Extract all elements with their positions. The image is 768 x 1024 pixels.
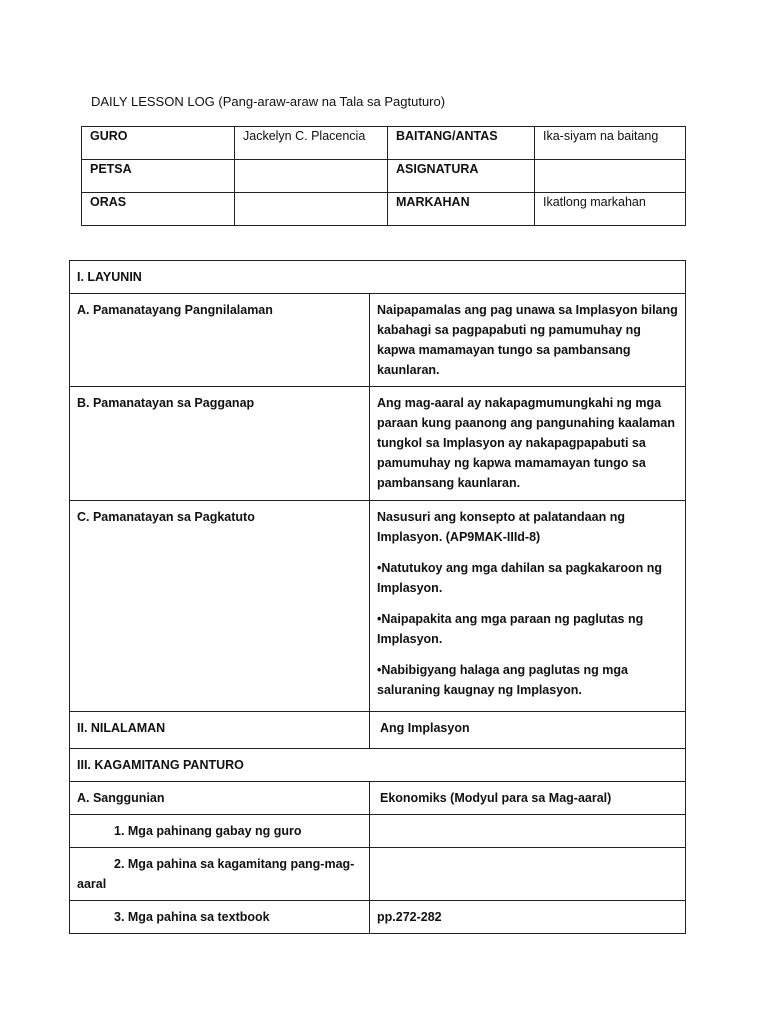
asignatura-label: ASIGNATURA bbox=[388, 160, 535, 193]
sanggunian-label: A. Sanggunian bbox=[70, 782, 370, 815]
nilalaman-label: II. NILALAMAN bbox=[70, 712, 370, 749]
table-row bbox=[70, 901, 686, 934]
petsa-label: PETSA bbox=[82, 160, 235, 193]
table-row bbox=[70, 815, 686, 848]
markahan-label: MARKAHAN bbox=[388, 193, 535, 226]
pamantayan-pagganap-value: Ang mag-aaral ay nakapagmumungkahi ng mga paraan kung paanong ang pangunahing kaalaman tungkol sa Implasyon ay nakapagpapabuti sa pamumuhay ng kapwa mamamayan tungo sa pambansang kaunlaran. bbox=[370, 387, 686, 501]
layunin-heading: I. LAYUNIN bbox=[70, 261, 686, 294]
pamantayang-pangnilalaman-label: A. Pamanatayang Pangnilalaman bbox=[70, 294, 370, 387]
oras-value bbox=[235, 193, 388, 226]
lesson-plan-table bbox=[69, 260, 686, 934]
table-row bbox=[70, 848, 686, 901]
gabay-guro-label: 1. Mga pahinang gabay ng guro bbox=[70, 815, 370, 848]
nilalaman-value: Ang Implasyon bbox=[370, 712, 686, 749]
table-row bbox=[82, 160, 686, 193]
table-row bbox=[70, 261, 686, 294]
table-row bbox=[70, 749, 686, 782]
table-row bbox=[70, 294, 686, 387]
document-title: DAILY LESSON LOG (Pang-araw-araw na Tala sa Pagtuturo) bbox=[91, 94, 446, 109]
list-item: •Natutukoy ang mga dahilan sa pagkakaroon ng Implasyon. bbox=[377, 561, 662, 595]
table-row bbox=[82, 193, 686, 226]
table-row bbox=[70, 782, 686, 815]
kagamitang-mag-aaral-value bbox=[370, 848, 686, 901]
table-row bbox=[70, 501, 686, 712]
gabay-guro-value bbox=[370, 815, 686, 848]
guro-label: GURO bbox=[82, 127, 235, 160]
kagamitang-mag-aaral-label: 2. Mga pahina sa kagamitang pang-mag-aaral bbox=[70, 848, 370, 901]
list-item: •Nabibigyang halaga ang paglutas ng mga saluraning kaugnay ng Implasyon. bbox=[377, 663, 628, 697]
textbook-label: 3. Mga pahina sa textbook bbox=[70, 901, 370, 934]
baitang-label: BAITANG/ANTAS bbox=[388, 127, 535, 160]
pamantayan-pagganap-label: B. Pamanatayan sa Pagganap bbox=[70, 387, 370, 501]
pamantayang-pangnilalaman-value: Naipapamalas ang pag unawa sa Implasyon bilang kabahagi sa pagpapabuti ng pamumuhay ng kapwa mamamayan tungo sa pambansang kaunlaran. bbox=[370, 294, 686, 387]
petsa-value bbox=[235, 160, 388, 193]
sanggunian-value: Ekonomiks (Modyul para sa Mag-aaral) bbox=[370, 782, 686, 815]
asignatura-value bbox=[535, 160, 686, 193]
list-item: •Naipapakita ang mga paraan ng paglutas ng Implasyon. bbox=[377, 612, 644, 646]
table-row bbox=[70, 387, 686, 501]
header-info-table bbox=[81, 126, 686, 226]
textbook-value: pp.272-282 bbox=[370, 901, 686, 934]
pamantayan-pagkatuto-label: C. Pamanatayan sa Pagkatuto bbox=[70, 501, 370, 712]
oras-label: ORAS bbox=[82, 193, 235, 226]
pamantayan-pagkatuto-value: Nasusuri ang konsepto at palatandaan ng Implasyon. (AP9MAK-IIId-8) bbox=[377, 510, 625, 544]
kagamitan-heading: III. KAGAMITANG PANTURO bbox=[70, 749, 686, 782]
pamantayan-pagkatuto-cell bbox=[370, 501, 686, 712]
baitang-value: Ika-siyam na baitang bbox=[535, 127, 686, 160]
markahan-value: Ikatlong markahan bbox=[535, 193, 686, 226]
table-row bbox=[82, 127, 686, 160]
table-row bbox=[70, 712, 686, 749]
guro-value: Jackelyn C. Placencia bbox=[235, 127, 388, 160]
